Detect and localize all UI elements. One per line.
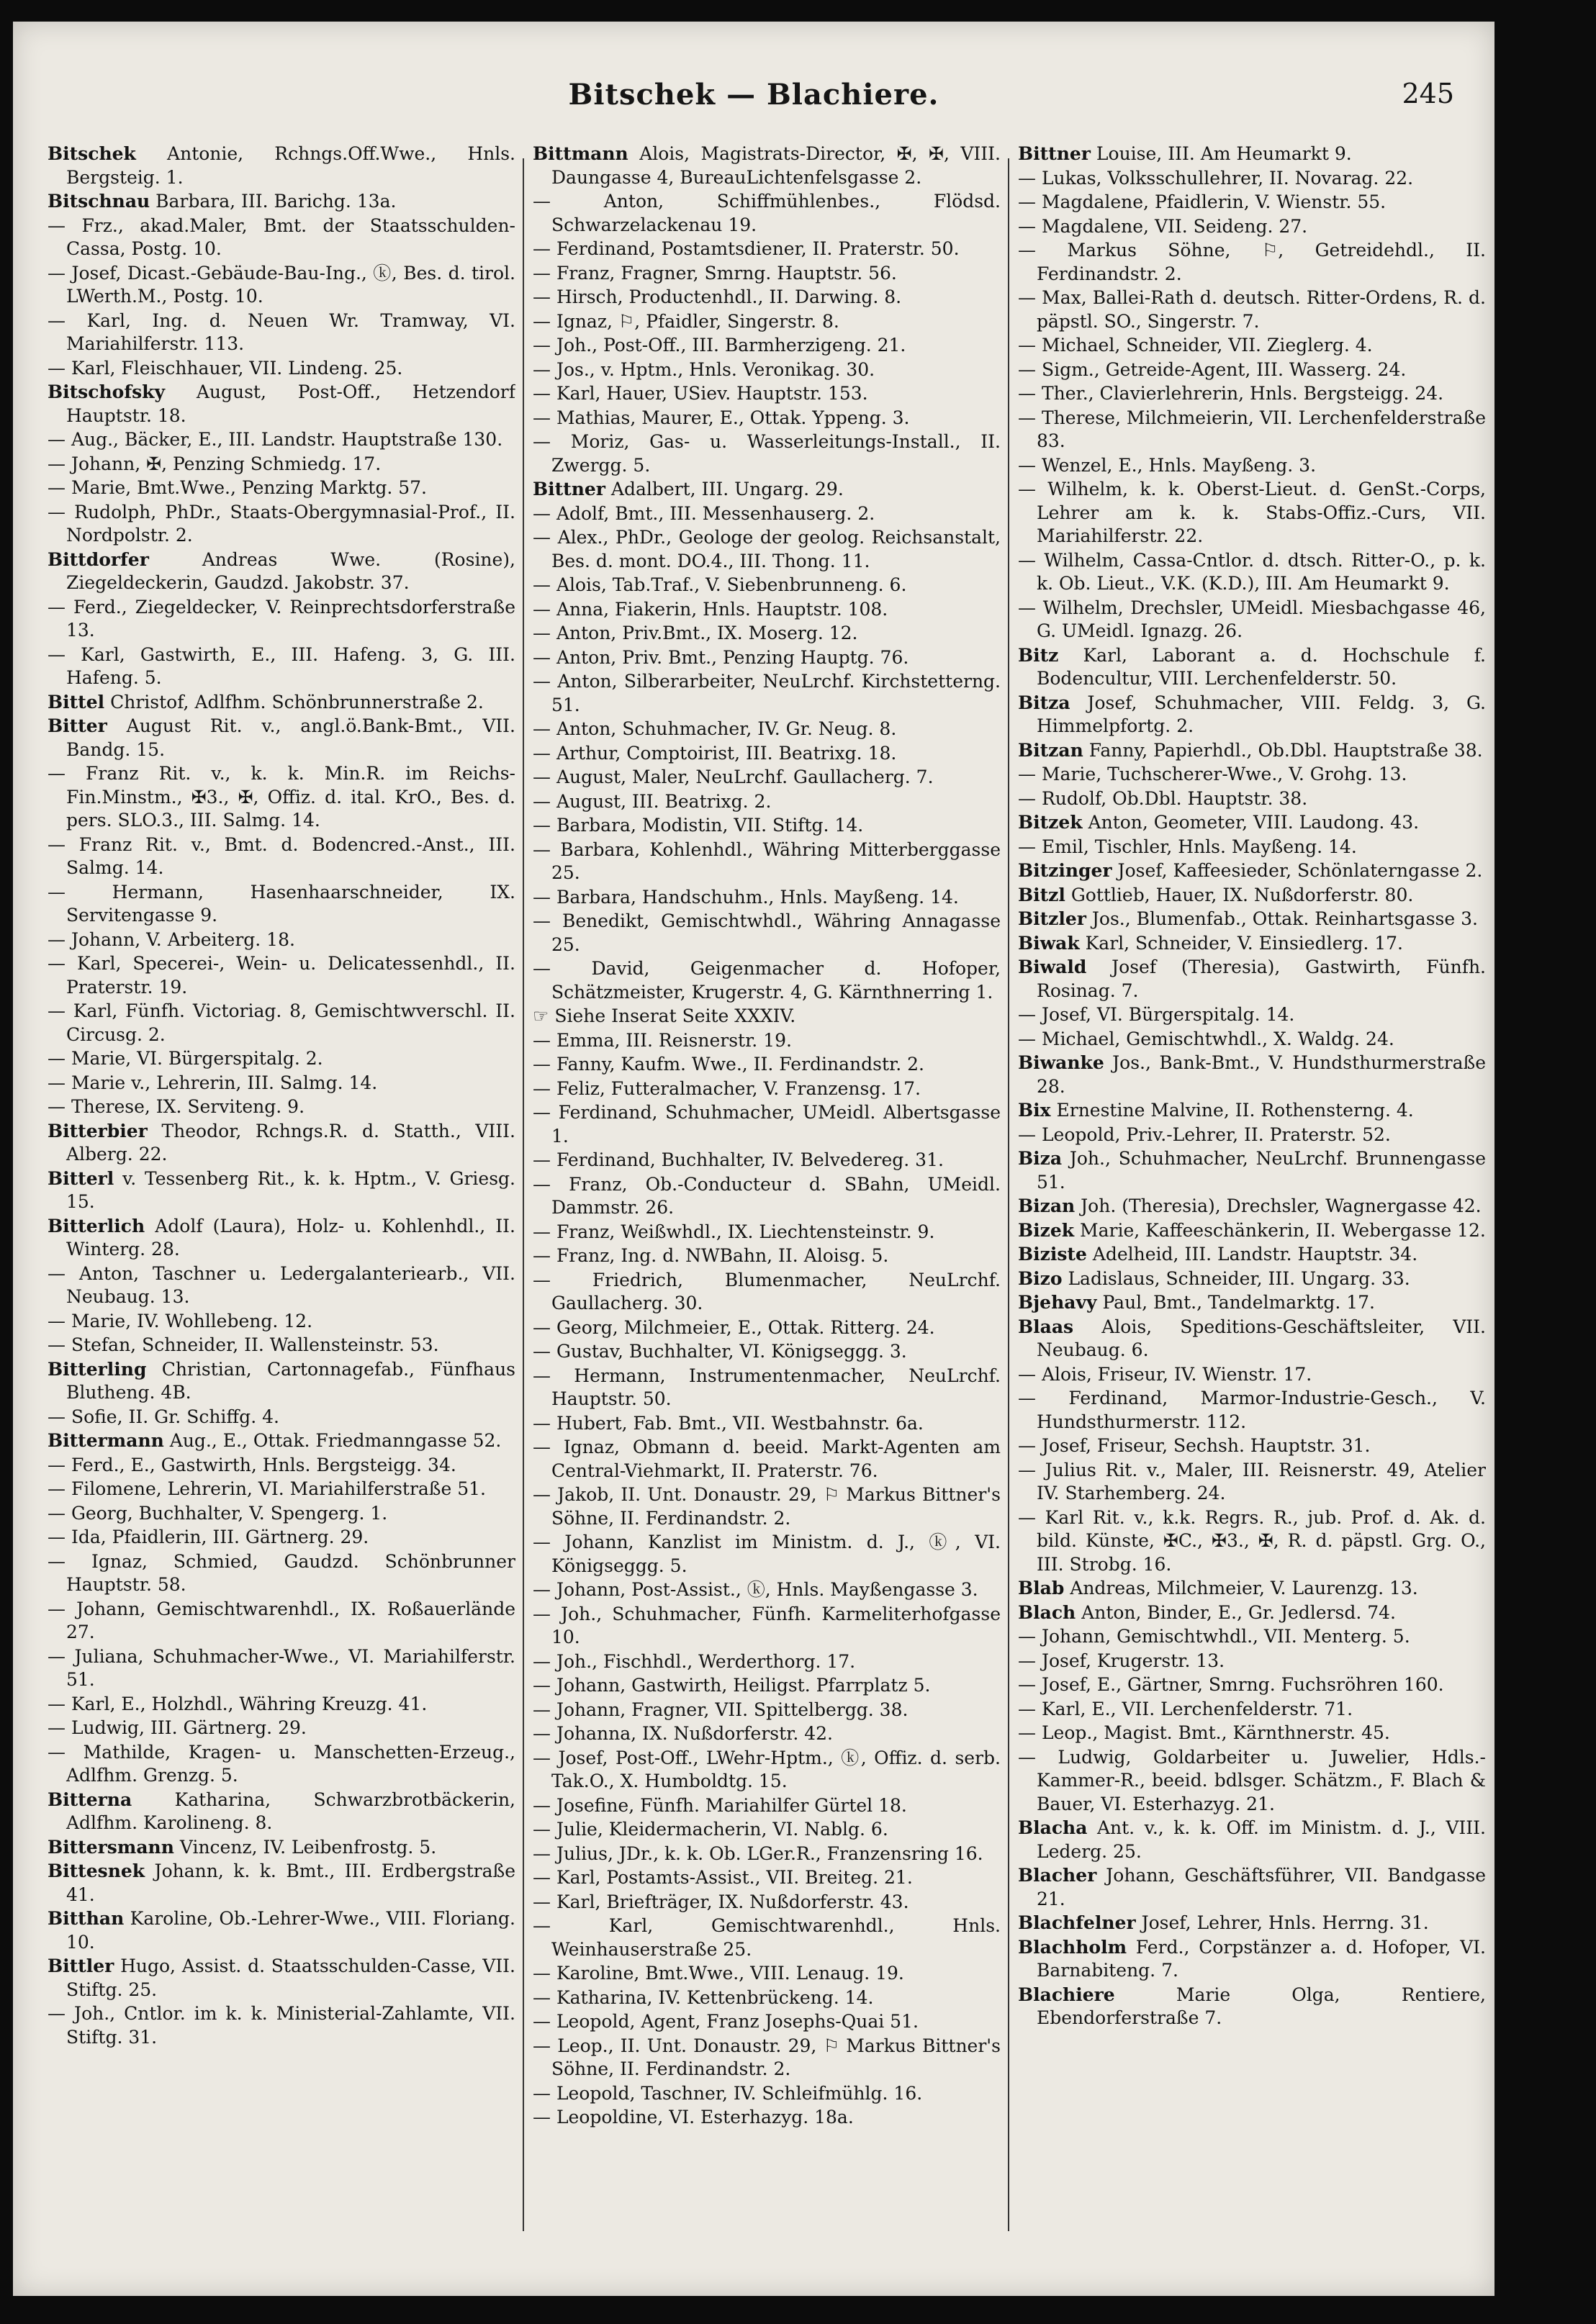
entry-surname: Bitzek [1018, 812, 1083, 833]
directory-entry: — Marie, Tuchscherer-Wwe., V. Grohg. 13. [1018, 764, 1407, 785]
entry-surname: Bitterl [48, 1167, 114, 1189]
entry-surname: Bitschnau [48, 191, 150, 212]
entry-surname: Bitschofsky [48, 381, 166, 402]
directory-entry: — Ignaz, ⚐, Pfaidler, Singerstr. 8. [533, 310, 839, 332]
entry-surname: Bitzler [1018, 908, 1086, 929]
directory-entry: — Stefan, Schneider, II. Wallensteinstr. 53. [48, 1334, 439, 1355]
directory-entry: — Josef, Friseur, Sechsh. Hauptstr. 31. [1018, 1435, 1371, 1456]
directory-entry: — Therese, Milchmeierin, VII. Lerchenfelderstraße 83. [1018, 407, 1486, 451]
directory-entry: — Johann, Fragner, VII. Spittelbergg. 38. [533, 1699, 909, 1720]
entry-surname: Bitzinger [1018, 860, 1112, 881]
directory-entry: Blachfelner Josef, Lehrer, Hnls. Herrng. 31. [1018, 1912, 1429, 1933]
entry-surname: Bizo [1018, 1267, 1063, 1289]
directory-entry: — Wilhelm, Cassa-Cntlor. d. dtsch. Ritter-O., p. k. k. Ob. Lieut., V.K. (K.D.), III. Am Heumarkt 9. [1018, 549, 1486, 594]
directory-entry: — Josef, Post-Off., LWehr-Hptm., ⓚ, Offiz. d. serb. Tak.O., X. Humboldtg. 15. [533, 1747, 1001, 1791]
directory-entry: — Alex., PhDr., Geologe der geolog. Reichsanstalt, Bes. d. mont. DO.4., III. Thong. 11. [533, 527, 1001, 571]
directory-entry: — Joh., Schuhmacher, Fünfh. Karmeliterhofgasse 10. [533, 1603, 1001, 1647]
entry-surname: Blachfelner [1018, 1912, 1136, 1933]
directory-entry: Bitterbier Theodor, Rchngs.R. d. Statth., VIII. Alberg. 22. [48, 1120, 515, 1165]
entry-surname: Blachholm [1018, 1936, 1127, 1958]
directory-entry: — Marie v., Lehrerin, III. Salmg. 14. [48, 1072, 378, 1093]
directory-entry: — Franz, Ing. d. NWBahn, II. Aloisg. 5. [533, 1245, 889, 1266]
entry-surname: Bjehavy [1018, 1292, 1097, 1313]
entry-surname: Blach [1018, 1601, 1076, 1623]
directory-entry: Bitschnau Barbara, III. Barichg. 13a. [48, 191, 397, 212]
directory-entry: — Jakob, II. Unt. Donaustr. 29, ⚐ Markus Bittner's Söhne, II. Ferdinandstr. 2. [533, 1484, 1001, 1529]
directory-entry: — Ida, Pfaidlerin, III. Gärtnerg. 29. [48, 1527, 369, 1547]
directory-entry: — Josefine, Fünfh. Mariahilfer Gürtel 18. [533, 1794, 907, 1816]
directory-entry: — Rudolf, Ob.Dbl. Hauptstr. 38. [1018, 787, 1308, 809]
directory-entry: — Franz Rit. v., k. k. Min.R. im Reichs-Fin.Minstm., ✠3., ✠, Offiz. d. ital. KrO., Bes. d. pers. SLO.3., III. Salmg. 14. [48, 763, 515, 831]
directory-entry: — Barbara, Modistin, VII. Stiftg. 14. [533, 815, 864, 836]
directory-entry: — Leop., Magist. Bmt., Kärnthnerstr. 45. [1018, 1722, 1390, 1743]
directory-entry: — Joh., Cntlor. im k. k. Ministerial-Zahlamte, VII. Stiftg. 31. [48, 2003, 515, 2048]
entry-surname: Bittdorfer [48, 548, 149, 570]
entry-surname: Bitzan [1018, 739, 1083, 761]
entry-surname: Biziste [1018, 1244, 1087, 1265]
directory-entry: Bittel Christof, Adlfhm. Schönbrunnerstraße 2. [48, 691, 484, 713]
directory-entry: — Johann, ✠, Penzing Schmiedg. 17. [48, 453, 382, 474]
directory-entry: Bittner Adalbert, III. Ungarg. 29. [533, 479, 844, 499]
directory-entry: — Ferd., Ziegeldecker, V. Reinprechtsdorferstraße 13. [48, 596, 515, 641]
entry-surname: Bitza [1018, 692, 1070, 713]
directory-entry: Blachiere Marie Olga, Rentiere, Ebendorferstraße 7. [1018, 1984, 1486, 2028]
directory-entry: — Franz, Weißwhdl., IX. Liechtensteinstr. 9. [533, 1221, 935, 1242]
directory-entry: — Karl, Hauer, USiev. Hauptstr. 153. [533, 383, 868, 404]
directory-entry: — Karl, Gastwirth, E., III. Hafeng. 3, G. III. Hafeng. 5. [48, 643, 515, 688]
directory-entry: — Franz Rit. v., Bmt. d. Bodencred.-Anst., III. Salmg. 14. [48, 833, 515, 878]
directory-entry: Bjehavy Paul, Bmt., Tandelmarktg. 17. [1018, 1292, 1375, 1313]
directory-entry: Bitzan Fanny, Papierhdl., Ob.Dbl. Hauptstraße 38. [1018, 739, 1483, 761]
directory-entry: — Magdalene, VII. Seideng. 27. [1018, 215, 1308, 237]
directory-entry: — Anna, Fiakerin, Hnls. Hauptstr. 108. [533, 598, 888, 620]
directory-entry: — Julius Rit. v., Maler, III. Reisnerstr. 49, Atelier IV. Starhemberg. 24. [1018, 1459, 1486, 1504]
directory-entry: — Alois, Tab.Traf., V. Siebenbrunneng. 6. [533, 574, 907, 595]
directory-entry: — August, III. Beatrixg. 2. [533, 790, 772, 812]
entry-surname: Bitterna [48, 1789, 132, 1810]
directory-entry: — Filomene, Lehrerin, VI. Mariahilferstraße 51. [48, 1478, 487, 1499]
directory-entry: — Rudolph, PhDr., Staats-Obergymnasial-Prof., II. Nordpolstr. 2. [48, 501, 515, 546]
directory-entry: — Wenzel, E., Hnls. Mayßeng. 3. [1018, 454, 1317, 476]
directory-entry: Bitschek Antonie, Rchngs.Off.Wwe., Hnls. Bergsteig. 1. [48, 143, 515, 188]
directory-entry: — Markus Söhne, ⚐, Getreidehdl., II. Ferdinandstr. 2. [1018, 240, 1486, 284]
directory-column-1 [48, 143, 515, 2246]
directory-entry: Bittler Hugo, Assist. d. Staatsschulden-Casse, VII. Stiftg. 25. [48, 1955, 515, 2000]
directory-entry: Bitterlich Adolf (Laura), Holz- u. Kohlenhdl., II. Winterg. 28. [48, 1215, 515, 1260]
directory-entry: — Sigm., Getreide-Agent, III. Wasserg. 24. [1018, 358, 1407, 380]
directory-entry: — Karl, Postamts-Assist., VII. Breiteg. 21. [533, 1867, 913, 1888]
directory-entry: Bittmann Alois, Magistrats-Director, ✠, ✠, VIII. Daungasse 4, BureauLichtenfelsgasse 2. [533, 143, 1001, 188]
directory-entry: — Marie, IV. Wohllebeng. 12. [48, 1310, 313, 1331]
entry-surname: Biza [1018, 1148, 1063, 1169]
directory-entry: Blacha Ant. v., k. k. Off. im Ministm. d. J., VIII. Lederg. 25. [1018, 1817, 1486, 1862]
directory-entry: — Josef, E., Gärtner, Smrng. Fuchsröhren 160. [1018, 1674, 1444, 1695]
directory-entry: Blacher Johann, Geschäftsführer, VII. Bandgasse 21. [1018, 1865, 1486, 1909]
entry-surname: Biwald [1018, 957, 1087, 977]
directory-entry: — Adolf, Bmt., III. Messenhauserg. 2. [533, 502, 875, 524]
directory-entry: Bittner Louise, III. Am Heumarkt 9. [1018, 143, 1352, 164]
directory-entry: — Joh., Post-Off., III. Barmherzigeng. 21. [533, 335, 906, 356]
directory-entry: — Benedikt, Gemischtwhdl., Währing Annagasse 25. [533, 910, 1001, 955]
directory-entry: — Lukas, Volksschullehrer, II. Novarag. 22. [1018, 167, 1414, 189]
directory-entry: — Josef, Krugerstr. 13. [1018, 1650, 1225, 1671]
directory-entry: Bitterl v. Tessenberg Rit., k. k. Hptm., V. Griesg. 15. [48, 1167, 515, 1212]
directory-entry: — Karl, Specerei-, Wein- u. Delicatessenhdl., II. Praterstr. 19. [48, 953, 515, 998]
directory-entry: — Fanny, Kaufm. Wwe., II. Ferdinandstr. 2. [533, 1054, 924, 1075]
entry-surname: Bittersmann [48, 1836, 174, 1858]
directory-entry: — Karl, Fünfh. Victoriag. 8, Gemischtwverschl. II. Circusg. 2. [48, 1000, 515, 1045]
directory-entry: — Leopold, Agent, Franz Josephs-Quai 51. [533, 2011, 919, 2032]
directory-entry: Blab Andreas, Milchmeier, V. Laurenzg. 13. [1018, 1578, 1418, 1599]
directory-entry: Bizan Joh. (Theresia), Drechsler, Wagnergasse 42. [1018, 1195, 1482, 1216]
directory-entry: — Anton, Schiffmühlenbes., Flödsd. Schwarzelackenau 19. [533, 191, 1001, 235]
directory-entry: — Gustav, Buchhalter, VI. Königseggg. 3. [533, 1341, 907, 1362]
directory-entry: — Johann, Gastwirth, Heiligst. Pfarrplatz 5. [533, 1675, 931, 1696]
directory-entry: — Wilhelm, Drechsler, UMeidl. Miesbachgasse 46, G. UMeidl. Ignazg. 26. [1018, 597, 1486, 641]
directory-entry: — Friedrich, Blumenmacher, NeuLrchf. Gaullacherg. 30. [533, 1269, 1001, 1314]
entry-surname: Bitterbier [48, 1120, 148, 1141]
entry-surname: Blacher [1018, 1865, 1097, 1886]
directory-entry: — Anton, Priv. Bmt., Penzing Hauptg. 76. [533, 646, 909, 668]
directory-entry: — Hermann, Hasenhaarschneider, IX. Servitengasse 9. [48, 881, 515, 926]
directory-entry: — Wilhelm, k. k. Oberst-Lieut. d. GenSt.-Corps, Lehrer am k. k. Stabs-Offiz.-Curs, VII. Mariahilferstr. 22. [1018, 479, 1486, 546]
entry-surname: Bittner [1018, 143, 1091, 164]
directory-entry: Bitterna Katharina, Schwarzbrotbäckerin, Adlfhm. Karolineng. 8. [48, 1789, 515, 1833]
directory-entry: — Georg, Buchhalter, V. Spengerg. 1. [48, 1502, 388, 1524]
directory-entry: — Juliana, Schuhmacher-Wwe., VI. Mariahilferstr. 51. [48, 1645, 515, 1690]
directory-entry: Blach Anton, Binder, E., Gr. Jedlersd. 74. [1018, 1601, 1396, 1623]
directory-entry: — Aug., Bäcker, E., III. Landstr. Hauptstraße 130. [48, 429, 503, 450]
directory-entry: — Magdalene, Pfaidlerin, V. Wienstr. 55. [1018, 191, 1387, 212]
directory-entry: Bittesnek Johann, k. k. Bmt., III. Erdbergstraße 41. [48, 1860, 515, 1905]
directory-entry: — Hubert, Fab. Bmt., VII. Westbahnstr. 6a. [533, 1412, 924, 1434]
entry-surname: Bix [1018, 1100, 1051, 1121]
directory-entry: — Sofie, II. Gr. Schiffg. 4. [48, 1406, 279, 1427]
directory-entry: — Arthur, Comptoirist, III. Beatrixg. 18. [533, 742, 897, 764]
directory-entry: Bitza Josef, Schuhmacher, VIII. Feldg. 3, G. Himmelpfortg. 2. [1018, 692, 1486, 736]
directory-entry: — Julie, Kleidermacherin, VI. Nablg. 6. [533, 1819, 888, 1840]
entry-surname: Bitterling [48, 1358, 147, 1380]
directory-entry: ☞ Siehe Inserat Seite XXXIV. [533, 1005, 796, 1026]
directory-entry: — Michael, Schneider, VII. Zieglerg. 4. [1018, 335, 1373, 356]
directory-entry: Bix Ernestine Malvine, II. Rothensterng. 4. [1018, 1100, 1414, 1121]
entry-surname: Bitterlich [48, 1215, 145, 1236]
directory-entry: Bittdorfer Andreas Wwe. (Rosine), Ziegeldeckerin, Gaudzd. Jakobstr. 37. [48, 548, 515, 593]
directory-entry: — Leop., II. Unt. Donaustr. 29, ⚐ Markus Bittner's Söhne, II. Ferdinandstr. 2. [533, 2035, 1001, 2079]
entry-surname: Bizan [1018, 1195, 1076, 1216]
directory-entry: — Georg, Milchmeier, E., Ottak. Ritterg. 24. [533, 1316, 935, 1338]
directory-entry: — Johanna, IX. Nußdorferstr. 42. [533, 1723, 834, 1744]
directory-entry: — Marie, VI. Bürgerspitalg. 2. [48, 1048, 323, 1069]
directory-entry: — Ferd., E., Gastwirth, Hnls. Bergsteigg. 34. [48, 1454, 456, 1475]
directory-entry: — Karoline, Bmt.Wwe., VIII. Lenaug. 19. [533, 1963, 904, 1984]
directory-entry: Bittermann Aug., E., Ottak. Friedmanngasse 52. [48, 1430, 502, 1451]
directory-entry: — Johann, V. Arbeiterg. 18. [48, 928, 295, 950]
directory-entry: — Therese, IX. Serviteng. 9. [48, 1096, 305, 1117]
directory-entry: Biwald Josef (Theresia), Gastwirth, Fünfh. Rosinag. 7. [1018, 957, 1486, 1001]
directory-entry: Bitz Karl, Laborant a. d. Hochschule f. Bodencultur, VIII. Lerchenfelderstr. 50. [1018, 644, 1486, 689]
directory-entry: Bizo Ladislaus, Schneider, III. Ungarg. 33. [1018, 1267, 1410, 1289]
entry-surname: Bittesnek [48, 1860, 145, 1881]
directory-entry: Biziste Adelheid, III. Landstr. Hauptstr. 34. [1018, 1244, 1418, 1265]
directory-entry: — Ferdinand, Marmor-Industrie-Gesch., V. Hundsthurmerstr. 112. [1018, 1388, 1486, 1432]
entry-surname: Bittmann [533, 143, 628, 164]
entry-surname: Blacha [1018, 1817, 1088, 1838]
directory-entry: — Frz., akad.Maler, Bmt. der Staatsschulden-Cassa, Postg. 10. [48, 214, 515, 259]
directory-entry: — Anton, Schuhmacher, IV. Gr. Neug. 8. [533, 718, 897, 739]
entry-surname: Bittner [533, 479, 605, 499]
directory-entry: Biwak Karl, Schneider, V. Einsiedlerg. 17. [1018, 932, 1404, 954]
directory-entry: Bitzek Anton, Geometer, VIII. Laudong. 43. [1018, 812, 1420, 833]
entry-surname: Bitz [1018, 644, 1059, 666]
directory-entry: — Max, Ballei-Rath d. deutsch. Ritter-Ordens, R. d. päpstl. SO., Singerstr. 7. [1018, 287, 1486, 332]
entry-surname: Bitzl [1018, 884, 1065, 905]
entry-surname: Biwanke [1018, 1052, 1104, 1073]
page-header [13, 78, 1494, 135]
directory-entry: Bitzl Gottlieb, Hauer, IX. Nußdorferstr. 80. [1018, 884, 1414, 905]
directory-entry: — Mathilde, Kragen- u. Manschetten-Erzeug., Adlfhm. Grenzg. 5. [48, 1741, 515, 1786]
directory-entry: — Franz, Fragner, Smrng. Hauptstr. 56. [533, 262, 897, 284]
directory-entry: — Ignaz, Obmann d. beeid. Markt-Agenten am Central-Viehmarkt, II. Praterstr. 76. [533, 1437, 1001, 1481]
directory-entry: — Ludwig, III. Gärtnerg. 29. [48, 1717, 307, 1738]
directory-entry: Bitterling Christian, Cartonnagefab., Fünfhaus Blutheng. 4B. [48, 1358, 515, 1403]
directory-entry: — Ferdinand, Postamtsdiener, II. Praterstr. 50. [533, 238, 960, 259]
directory-entry: — Karl, Fleischhauer, VII. Lindeng. 25. [48, 357, 403, 379]
directory-entry: Bitthan Karoline, Ob.-Lehrer-Wwe., VIII. Floriang. 10. [48, 1908, 515, 1953]
directory-entry: — David, Geigenmacher d. Hofoper, Schätzmeister, Krugerstr. 4, G. Kärnthnerring 1. [533, 958, 1001, 1003]
directory-entry: — Barbara, Handschuhm., Hnls. Mayßeng. 14. [533, 886, 959, 908]
directory-entry: — Emil, Tischler, Hnls. Mayßeng. 14. [1018, 836, 1357, 857]
column-rule [1008, 158, 1009, 2231]
directory-entry: — Moriz, Gas- u. Wasserleitungs-Install., II. Zwergg. 5. [533, 431, 1001, 476]
directory-entry: — Anton, Priv.Bmt., IX. Moserg. 12. [533, 623, 858, 643]
directory-entry: — Karl, E., VII. Lerchenfelderstr. 71. [1018, 1698, 1353, 1719]
directory-entry: — Josef, Dicast.-Gebäude-Bau-Ing., ⓚ, Bes. d. tirol. LWerth.M., Postg. 10. [48, 262, 515, 307]
directory-entry: — Johann, Kanzlist im Ministm. d. J., ⓚ, VI. Königseggg. 5. [533, 1532, 1001, 1576]
directory-entry: — Marie, Bmt.Wwe., Penzing Marktg. 57. [48, 477, 428, 498]
entry-surname: Biwak [1018, 932, 1080, 954]
directory-entry: — Feliz, Futteralmacher, V. Franzensg. 17. [533, 1077, 921, 1099]
directory-entry: — Anton, Taschner u. Ledergalanteriearb., VII. Neubaug. 13. [48, 1262, 515, 1307]
entry-surname: Bittler [48, 1955, 114, 1976]
entry-surname: Bitthan [48, 1908, 125, 1929]
directory-entry: — Karl, Briefträger, IX. Nußdorferstr. 43. [533, 1891, 909, 1912]
directory-entry: — Leopold, Priv.-Lehrer, II. Praterstr. 52. [1018, 1123, 1391, 1145]
directory-entry: — Josef, VI. Bürgerspitalg. 14. [1018, 1004, 1295, 1025]
entry-surname: Bitter [48, 715, 107, 736]
directory-entry: Bitschofsky August, Post-Off., Hetzendorf Hauptstr. 18. [48, 381, 515, 426]
directory-entry: — Emma, III. Reisnerstr. 19. [533, 1029, 792, 1051]
directory-entry: — Johann, Gemischtwarenhdl., IX. Roßauerlände 27. [48, 1598, 515, 1642]
entry-surname: Bittermann [48, 1430, 164, 1451]
directory-entry: — Jos., v. Hptm., Hnls. Veronikag. 30. [533, 358, 875, 380]
directory-entry: — Mathias, Maurer, E., Ottak. Yppeng. 3. [533, 407, 910, 428]
directory-entry: Bittersmann Vincenz, IV. Leibenfrostg. 5. [48, 1836, 437, 1858]
entry-surname: Bitschek [48, 143, 136, 164]
directory-entry: — Alois, Friseur, IV. Wienstr. 17. [1018, 1363, 1312, 1385]
directory-entry: — Karl, E., Holzhdl., Währing Kreuzg. 41. [48, 1693, 428, 1714]
entry-surname: Blab [1018, 1578, 1065, 1599]
directory-entry: — Hermann, Instrumentenmacher, NeuLrchf. Hauptstr. 50. [533, 1365, 1001, 1409]
page-number: 245 [1402, 78, 1454, 109]
directory-entry: Biwanke Jos., Bank-Bmt., V. Hundsthurmerstraße 28. [1018, 1052, 1486, 1097]
directory-entry: Bizek Marie, Kaffeeschänkerin, II. Webergasse 12. [1018, 1219, 1486, 1241]
directory-entry: — Michael, Gemischtwhdl., X. Waldg. 24. [1018, 1028, 1394, 1049]
directory-entry: — Leopoldine, VI. Esterhazyg. 18a. [533, 2107, 854, 2128]
directory-entry: — Ignaz, Schmied, Gaudzd. Schönbrunner Hauptstr. 58. [48, 1550, 515, 1595]
directory-entry: — Ther., Clavierlehrerin, Hnls. Bergsteigg. 24. [1018, 383, 1444, 404]
directory-entry: — Johann, Gemischtwhdl., VII. Menterg. 5. [1018, 1626, 1410, 1647]
directory-entry: — Franz, Ob.-Conducteur d. SBahn, UMeidl. Dammstr. 26. [533, 1173, 1001, 1218]
directory-entry: — Karl, Gemischtwarenhdl., Hnls. Weinhauserstraße 25. [533, 1915, 1001, 1960]
entry-surname: Blaas [1018, 1316, 1074, 1337]
directory-entry: — Katharina, IV. Kettenbrückeng. 14. [533, 1986, 874, 2008]
directory-entry: — Ludwig, Goldarbeiter u. Juwelier, Hdls.-Kammer-R., beeid. bdlsger. Schätzm., F. Blach & Bauer, VI. Esterhazyg. 21. [1018, 1746, 1486, 1814]
directory-entry: — Hirsch, Productenhdl., II. Darwing. 8. [533, 286, 902, 307]
directory-column-2 [533, 143, 1001, 2246]
directory-entry: Bitzinger Josef, Kaffeesieder, Schönlaterngasse 2. [1018, 860, 1483, 881]
directory-page [13, 22, 1494, 2296]
directory-entry: — Julius, JDr., k. k. Ob. LGer.R., Franzensring 16. [533, 1843, 983, 1864]
directory-entry: — Karl, Ing. d. Neuen Wr. Tramway, VI. Mariahilferstr. 113. [48, 309, 515, 354]
directory-entry: — Karl Rit. v., k.k. Regrs. R., jub. Prof. d. Ak. d. bild. Künste, ✠C., ✠3., ✠, R. d. päpstl. Grg. O., III. Strobg. 16. [1018, 1506, 1486, 1575]
directory-entry: — August, Maler, NeuLrchf. Gaullacherg. 7. [533, 767, 934, 787]
directory-entry: Bitter August Rit. v., angl.ö.Bank-Bmt., VII. Bandg. 15. [48, 715, 515, 760]
column-rule [523, 158, 524, 2231]
directory-entry: Bitzler Jos., Blumenfab., Ottak. Reinhartsgasse 3. [1018, 908, 1478, 929]
directory-column-3 [1018, 143, 1486, 2246]
directory-entry: — Ferdinand, Buchhalter, IV. Belvedereg. 31. [533, 1149, 944, 1170]
directory-entry: Blaas Alois, Speditions-Geschäftsleiter, VII. Neubaug. 6. [1018, 1316, 1486, 1360]
entry-surname: Bizek [1018, 1219, 1075, 1241]
directory-entry: — Johann, Post-Assist., ⓚ, Hnls. Mayßengasse 3. [533, 1579, 978, 1600]
directory-entry: Biza Joh., Schuhmacher, NeuLrchf. Brunnengasse 51. [1018, 1148, 1486, 1193]
entry-surname: Bittel [48, 691, 105, 713]
directory-entry: — Anton, Silberarbeiter, NeuLrchf. Kirchstetterng. 51. [533, 671, 1001, 715]
directory-entry: — Leopold, Taschner, IV. Schleifmühlg. 16. [533, 2082, 923, 2104]
directory-entry: — Joh., Fischhdl., Werderthorg. 17. [533, 1650, 856, 1672]
directory-entry: — Barbara, Kohlenhdl., Währing Mitterberggasse 25. [533, 838, 1001, 883]
directory-entry: Blachholm Ferd., Corpstänzer a. d. Hofoper, VI. Barnabiteng. 7. [1018, 1936, 1486, 1981]
running-head: Bitschek — Blachiere. [568, 78, 939, 112]
directory-entry: — Ferdinand, Schuhmacher, UMeidl. Albertsgasse 1. [533, 1102, 1001, 1147]
entry-surname: Blachiere [1018, 1984, 1115, 2005]
